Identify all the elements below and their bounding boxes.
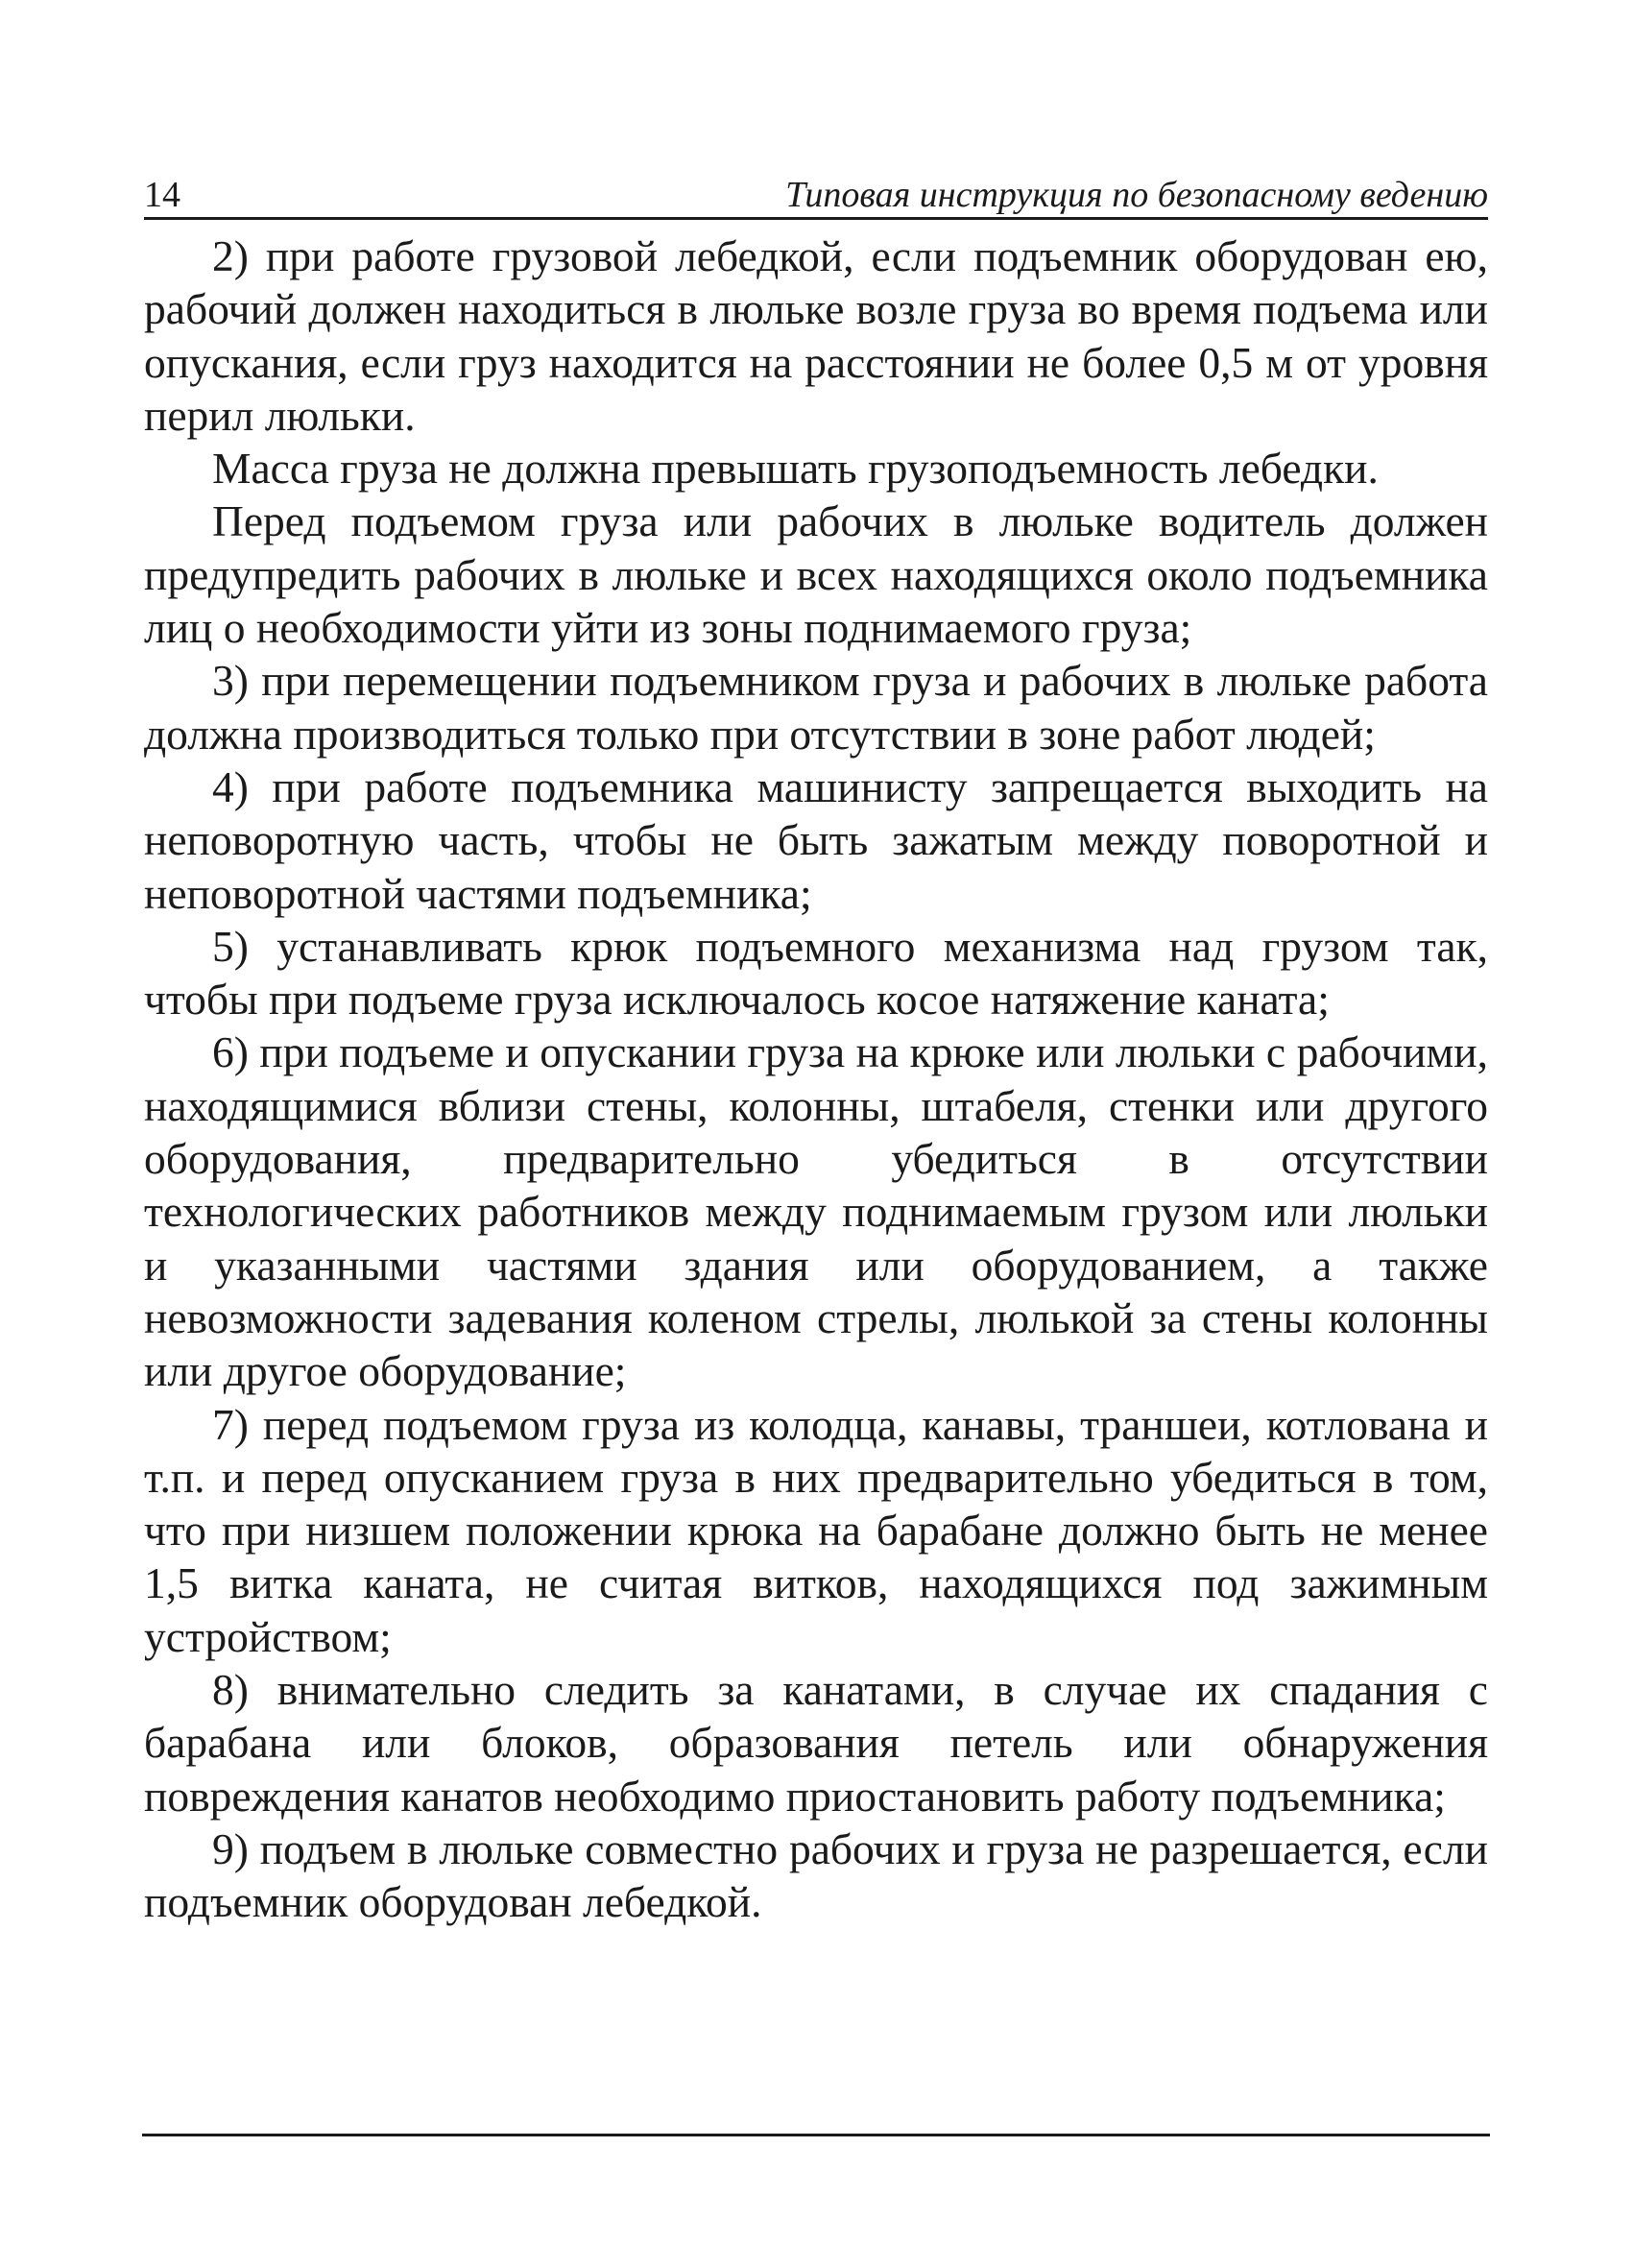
paragraph: 6) при подъеме и опускании груза на крюке или люльки с рабочими, находящимися вблизи стены, колонны, штабеля, стенки или другого оборудования, предварительно убедиться в отсутствии технологических работников между поднимаемым грузом или люльки и указанными частями здания или оборудованием, а также невозможности задевания коленом стрелы, люлькой за стены колонны или другое оборудование; bbox=[144, 1027, 1488, 1396]
paragraph: 5) устанавливать крюк подъемного механизма над грузом так, чтобы при подъеме груза исключалось косое натяжение каната; bbox=[144, 921, 1488, 1025]
paragraph: Перед подъемом груза или рабочих в люльке водитель должен предупредить рабочих в люльке и всех находящихся около подъемника лиц о необходимости уйти из зоны поднимаемого груза; bbox=[144, 496, 1488, 653]
paragraph: 2) при работе грузовой лебедкой, если подъемник оборудован ею, рабочий должен находиться в люльке возле груза во время подъема или опускания, если груз находится на расстоянии не более 0,5 м от уровня перил люльки. bbox=[144, 231, 1488, 440]
page bbox=[144, 163, 1488, 1929]
body-text bbox=[144, 229, 1488, 1929]
paragraph: 8) внимательно следить за канатами, в случае их спадания с барабана или блоков, образования петель или обнаружения повреждения канатов необходимо приостановить работу подъемника; bbox=[144, 1665, 1488, 1821]
paragraph: 7) перед подъемом груза из колодца, канавы, траншеи, котлована и т.п. и перед опусканием груза в них предварительно убедиться в том, что при низшем положении крюка на барабане должно быть не менее 1,5 витка каната, не считая витков, находящихся под зажимным устройством; bbox=[144, 1399, 1488, 1661]
paragraph: 4) при работе подъемника машинисту запрещается выходить на неповоротную часть, чтобы не быть зажатым между поворотной и неповоротной частями подъемника; bbox=[144, 761, 1488, 918]
paragraph: Масса груза не должна превышать грузоподъемность лебедки. bbox=[212, 444, 1379, 494]
page-number: 14 bbox=[144, 175, 180, 215]
paragraph: 3) при перемещении подъемником груза и рабочих в люльке работа должна производиться только при отсутствии в зоне работ людей; bbox=[144, 656, 1488, 759]
footer-rule bbox=[142, 2134, 1490, 2136]
paragraph: 9) подъем в люльке совместно рабочих и груза не разрешается, если подъемник оборудован лебедкой. bbox=[144, 1823, 1488, 1927]
running-head bbox=[144, 163, 1488, 220]
running-title: Типовая инструкция по безопасному ведению bbox=[785, 175, 1488, 215]
